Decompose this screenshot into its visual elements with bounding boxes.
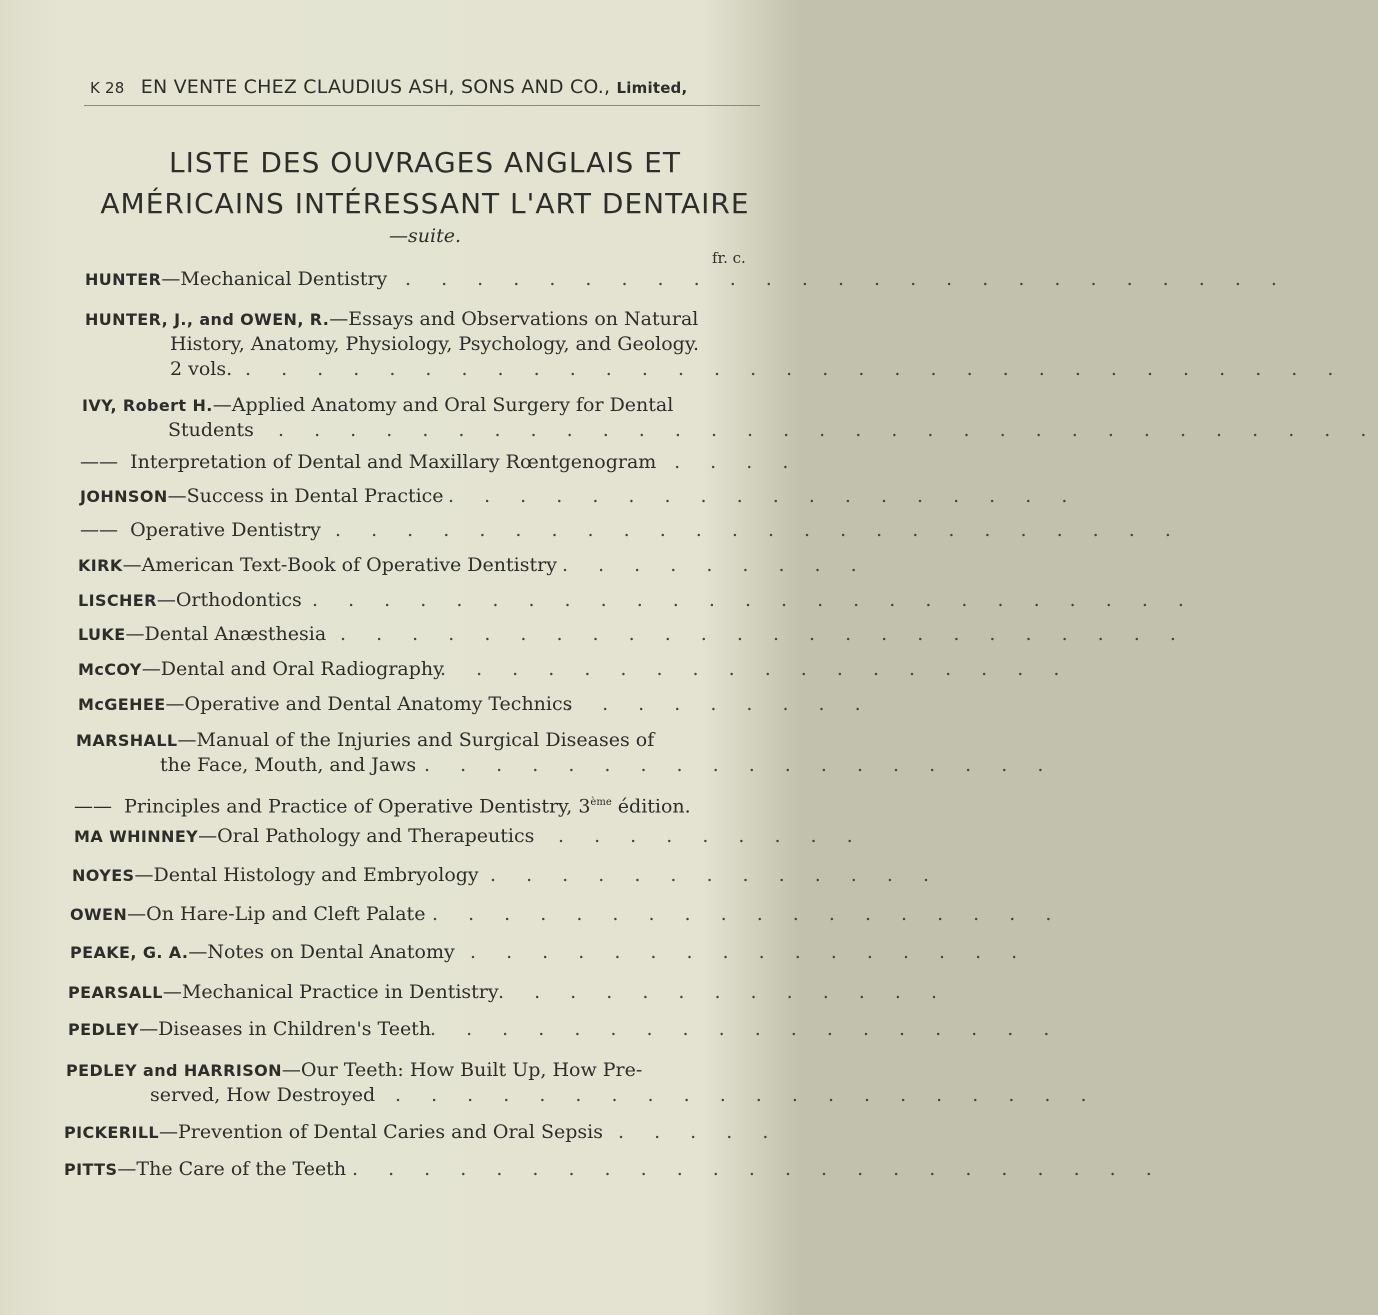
entry-author: PEDLEY xyxy=(68,1020,140,1039)
ditto-dash: —— xyxy=(80,451,118,473)
entry-title: —Notes on Dental Anatomy xyxy=(188,941,455,963)
entry-author: LISCHER xyxy=(78,591,157,610)
entry-author: PITTS xyxy=(64,1160,118,1179)
ditto-dash: —— xyxy=(80,519,118,541)
list-item xyxy=(0,728,1056,778)
leader-dots: . . . . . . . . . . . . . . . . . . xyxy=(424,754,1056,776)
entry-author: IVY, Robert H. xyxy=(82,396,213,415)
entry-author: McGEHEE xyxy=(78,695,166,714)
leader-dots: . . . . . . . . . . . . . . . . . . xyxy=(448,485,1080,507)
ditto-dash: —— xyxy=(74,795,112,818)
list-item xyxy=(0,553,869,578)
list-item xyxy=(0,902,1064,927)
entry-author: MA WHINNEY xyxy=(74,827,199,846)
entry-title: —Essays and Observations on Natural xyxy=(329,308,699,330)
entry-author: KIRK xyxy=(78,556,123,575)
entry-title-continued: 2 vols. xyxy=(170,358,233,380)
list-item xyxy=(0,484,1080,509)
entry-title: —Success in Dental Practice xyxy=(167,485,444,507)
entry-title-superscript: ème xyxy=(590,797,612,808)
entry-author: McCOY xyxy=(78,660,142,679)
list-item xyxy=(0,692,873,717)
entry-author: PEAKE, G. A. xyxy=(70,943,189,962)
entry-author: JOHNSON xyxy=(80,487,168,506)
entry-title: Interpretation of Dental and Maxillary Rœntgenogram xyxy=(130,451,657,473)
entry-title: —Orthodontics xyxy=(156,589,302,611)
list-item xyxy=(0,824,865,849)
entry-title: —Our Teeth: How Built Up, How Pre- xyxy=(281,1059,643,1081)
list-item xyxy=(0,863,941,888)
page-number: K 28 xyxy=(90,79,125,97)
entry-title: —Dental Anæsthesia xyxy=(125,623,327,645)
entry-author: NOYES xyxy=(72,866,135,885)
entry-title: —The Care of the Teeth xyxy=(117,1158,347,1180)
leader-dots: . . . . . . . . . xyxy=(566,693,873,715)
entry-author: LUKE xyxy=(78,625,126,644)
page-subtitle: —suite. xyxy=(389,225,461,247)
entry-author: HUNTER xyxy=(85,270,162,289)
leader-dots: . . . . . xyxy=(638,451,801,473)
list-item xyxy=(0,1017,1062,1042)
entry-title: —Diseases in Children's Teeth xyxy=(139,1018,432,1040)
list-item xyxy=(0,1157,1164,1182)
leader-dots: . . . . . . . . . . . . . . . . . . . . . . . . . xyxy=(405,268,1289,290)
price-column-header: fr. c. xyxy=(712,249,746,267)
leader-dots: . . . . . . . . . . . . . xyxy=(498,981,949,1003)
entry-title: —Mechanical Dentistry xyxy=(161,268,388,290)
list-item xyxy=(0,267,1289,292)
page-title-line-2: AMÉRICAINS INTÉRESSANT L'ART DENTAIRE xyxy=(100,187,750,220)
leader-dots: . . . . . . . . . . . . . . . . xyxy=(470,941,1030,963)
entry-title-continued: Students xyxy=(168,419,254,441)
entry-author: PEDLEY and HARRISON xyxy=(66,1061,282,1080)
entry-title: —Manual of the Injuries and Surgical Diseases of xyxy=(177,729,655,751)
entry-title: —Dental and Oral Radiography xyxy=(141,658,444,680)
entry-author: PICKERILL xyxy=(64,1123,160,1142)
entry-title: —Oral Pathology and Therapeutics xyxy=(198,825,535,847)
leader-dots: . . . . . . . . . xyxy=(558,825,865,847)
entry-author: MARSHALL xyxy=(76,731,178,750)
entry-author: PEARSALL xyxy=(68,983,163,1002)
list-item xyxy=(0,657,1072,682)
list-item xyxy=(0,980,949,1005)
entry-title-continued: served, How Destroyed xyxy=(150,1084,376,1106)
entry-title: —Dental Histology and Embryology xyxy=(134,864,479,886)
leader-dots: . . . . . . . . . . . . . . . . . . . . . . . xyxy=(352,1158,1164,1180)
entry-title: —American Text-Book of Operative Dentistry xyxy=(122,554,557,576)
leader-dots: . . . . . . . . . . . . . . . . . . xyxy=(430,1018,1062,1040)
list-item xyxy=(0,588,1196,613)
entry-title: Principles and Practice of Operative Dentistry, 3 xyxy=(124,795,591,818)
header-text: EN VENTE CHEZ CLAUDIUS ASH, SONS AND CO., xyxy=(140,76,611,98)
leader-dots: . . . . . . . . . xyxy=(562,554,869,576)
leader-dots: . . . . . xyxy=(618,1121,781,1143)
list-item xyxy=(0,1120,800,1145)
leader-dots: . . . . . . . . . . . . . . . . . . xyxy=(432,903,1064,925)
leader-dots: . . . . . . . . . . . . . . . . . . xyxy=(440,658,1072,680)
leader-dots: . . . . . . . . . . . . . . . . . . . . . . . . xyxy=(340,623,1188,645)
list-item xyxy=(0,393,1378,443)
entry-title: —Applied Anatomy and Oral Surgery for Dental xyxy=(212,394,674,416)
leader-dots: . . . . . . . . . . . . . . . . . . . . . . . . . . . . . . . xyxy=(245,358,1346,380)
entry-title: Operative Dentistry xyxy=(130,519,321,541)
entry-title-tail: édition. xyxy=(611,795,691,818)
list-item xyxy=(0,1058,1099,1108)
leader-dots: . . . . . . . . . . . . . . . . . . . . xyxy=(395,1084,1099,1106)
list-item xyxy=(0,307,1346,382)
entry-author: HUNTER, J., and OWEN, R. xyxy=(85,310,330,329)
entry-title-continued: History, Anatomy, Physiology, Psychology, and Geology. xyxy=(170,333,700,355)
leader-dots: . . . . . . . . . . . . . . . . . . . . . . . . xyxy=(335,519,1183,541)
list-item xyxy=(0,622,1188,647)
entry-title: —On Hare-Lip and Cleft Palate xyxy=(127,903,426,925)
entry-title: —Mechanical Practice in Dentistry xyxy=(162,981,499,1003)
page-title-line-1: LISTE DES OUVRAGES ANGLAIS ET xyxy=(169,146,681,179)
leader-dots: . . . . . . . . . . . . . xyxy=(490,864,941,886)
list-item xyxy=(0,940,1030,965)
entry-author: OWEN xyxy=(70,905,128,924)
entry-title-continued: the Face, Mouth, and Jaws xyxy=(160,754,417,776)
leader-dots: . . . . . . . . . . . . . . . . . . . . . . . . . xyxy=(312,589,1196,611)
list-item xyxy=(0,450,800,475)
entry-title: —Prevention of Dental Caries and Oral Sepsis xyxy=(159,1121,604,1143)
leader-dots: . . . . . . . . . . . . . . . . . . . . . . . . . . . . . . . xyxy=(278,419,1378,441)
entry-title: —Operative and Dental Anatomy Technics xyxy=(165,693,573,715)
running-header xyxy=(90,76,760,98)
header-rule xyxy=(84,105,760,106)
list-item xyxy=(0,790,800,818)
list-item xyxy=(0,518,1183,543)
header-limited: Limited, xyxy=(616,79,688,97)
